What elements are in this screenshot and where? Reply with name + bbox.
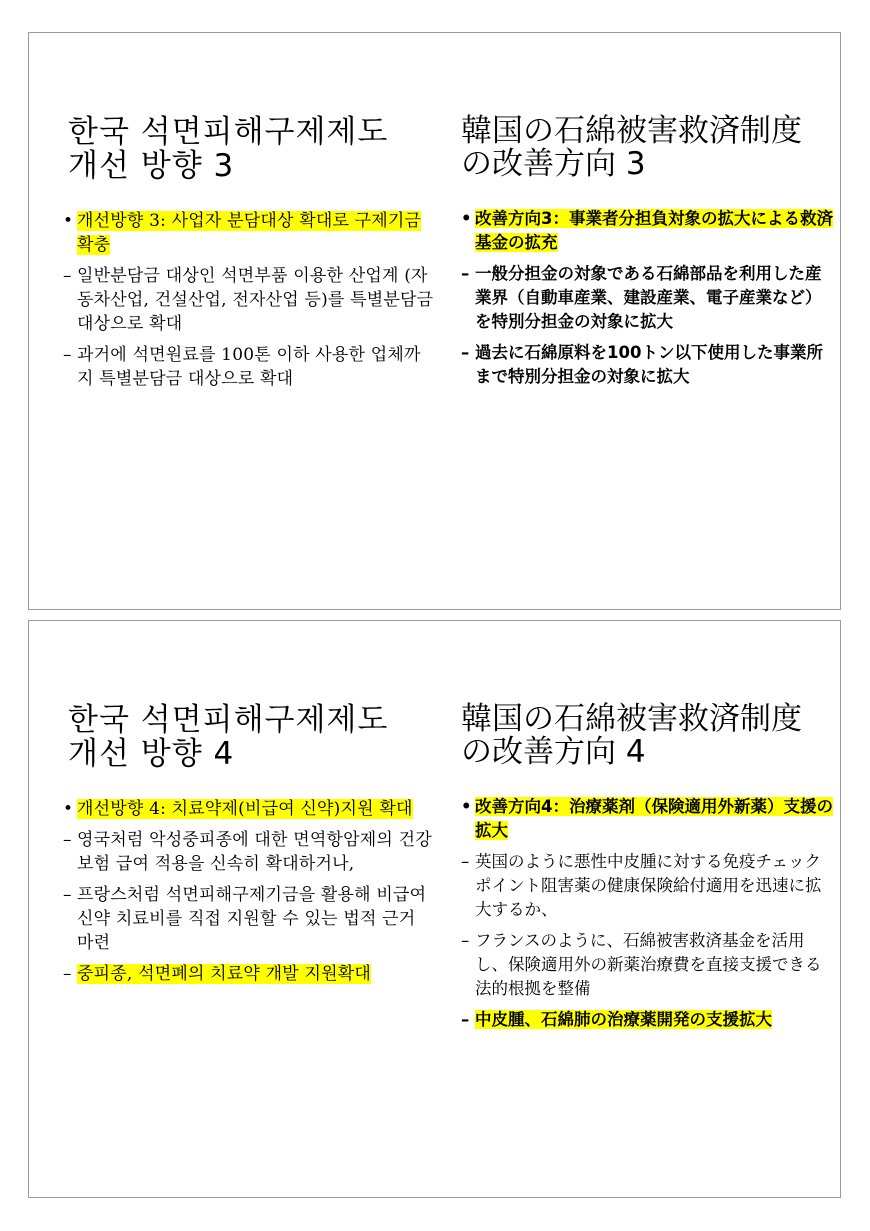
list-item (459, 262, 833, 334)
bullet-mark: • (63, 211, 74, 231)
sub-item-text: 중피종, 석면폐의 치료약 개발 지원확대 (77, 964, 371, 984)
list-item (459, 1008, 833, 1032)
list-item (459, 795, 833, 843)
sub-item-text: 過去に石綿原料を100トン以下使用した事業所まで特別分担金の対象に拡大 (475, 343, 823, 386)
list-item (61, 264, 437, 336)
slide-title-korean (68, 703, 437, 771)
dash-mark: – (461, 852, 470, 871)
dash-mark: – (63, 266, 72, 286)
japanese-column (453, 703, 833, 1039)
list-item (459, 850, 833, 922)
title-line-2: 개선 방향 3 (68, 148, 235, 184)
title-line-1: 韓国の石綿被害救済制度 (461, 701, 802, 737)
dash-mark: – (461, 931, 470, 950)
bullet-mark: • (461, 797, 472, 816)
dash-mark: – (63, 885, 72, 905)
list-item (61, 797, 437, 821)
title-line-1: 韓国の石綿被害救済制度 (461, 113, 802, 149)
dash-mark: – (461, 1010, 470, 1029)
list-item (61, 962, 437, 986)
slide-title-japanese (461, 703, 833, 769)
dash-mark: – (461, 343, 470, 362)
title-line-1: 한국 석면피해구제제도 (68, 114, 389, 150)
sub-item-text: フランスのように、石綿被害救済基金を活用し、保険適用外の新薬治療費を直接支援できる法的根拠を整備 (475, 931, 822, 998)
list-item (459, 207, 833, 255)
sub-item-text: 一般分担金の対象である石綿部品を利用した産業界（自動車産業、建設産業、電子産業など）を特別分担金の対象に拡大 (475, 264, 822, 331)
sub-item-text: 中皮腫、石綿肺の治療薬開発の支援拡大 (475, 1010, 772, 1029)
title-line-2: 개선 방향 4 (68, 736, 235, 772)
korean-column (57, 115, 437, 398)
bullet-text: 改善方向4：治療薬剤（保険適用外新薬）支援の拡大 (475, 797, 833, 840)
dash-mark: – (461, 264, 470, 283)
bullet-list (57, 797, 437, 986)
slide-title-korean (68, 115, 437, 183)
list-item (459, 341, 833, 389)
dash-mark: – (63, 830, 72, 850)
list-item (61, 209, 437, 257)
dash-mark: – (63, 964, 72, 984)
bullet-list (453, 207, 833, 389)
japanese-column (453, 115, 833, 396)
bullet-mark: • (461, 209, 472, 228)
sub-item-text: 영국처럼 악성중피종에 대한 면역항암제의 건강보험 급여 적용을 신속히 확대하거나, (77, 830, 432, 874)
list-item (459, 929, 833, 1001)
title-line-2: の改善方向 4 (461, 734, 646, 770)
slide-2 (28, 620, 841, 1198)
list-item (61, 883, 437, 955)
bullet-mark: • (63, 799, 74, 819)
list-item (61, 828, 437, 876)
bullet-list (57, 209, 437, 391)
bullet-text: 개선방향 4: 치료약제(비급여 신약)지원 확대 (77, 799, 413, 819)
korean-column (57, 703, 437, 993)
slide-title-japanese (461, 115, 833, 181)
dash-mark: – (63, 345, 72, 365)
slide-1 (28, 32, 841, 610)
sub-item-text: 프랑스처럼 석면피해구제기금을 활용해 비급여 신약 치료비를 직접 지원할 수 있는 법적 근거 마련 (77, 885, 427, 953)
title-line-1: 한국 석면피해구제제도 (68, 702, 389, 738)
title-line-2: の改善方向 3 (461, 146, 646, 182)
sub-item-text: 英国のように悪性中皮腫に対する免疫チェックポイント阻害薬の健康保険給付適用を迅速に拡大するか、 (475, 852, 822, 919)
sub-item-text: 일반분담금 대상인 석면부품 이용한 산업계 (자동차산업, 건설산업, 전자산업 등)를 특별분담금 대상으로 확대 (77, 266, 434, 334)
sub-item-text: 과거에 석면원료를 100톤 이하 사용한 업체까지 특별분담금 대상으로 확대 (77, 345, 421, 389)
list-item (61, 343, 437, 391)
bullet-list (453, 795, 833, 1032)
bullet-text: 개선방향 3: 사업자 분담대상 확대로 구제기금 확충 (77, 211, 422, 255)
bullet-text: 改善方向3：事業者分担負対象の拡大による救済基金の拡充 (475, 209, 833, 252)
